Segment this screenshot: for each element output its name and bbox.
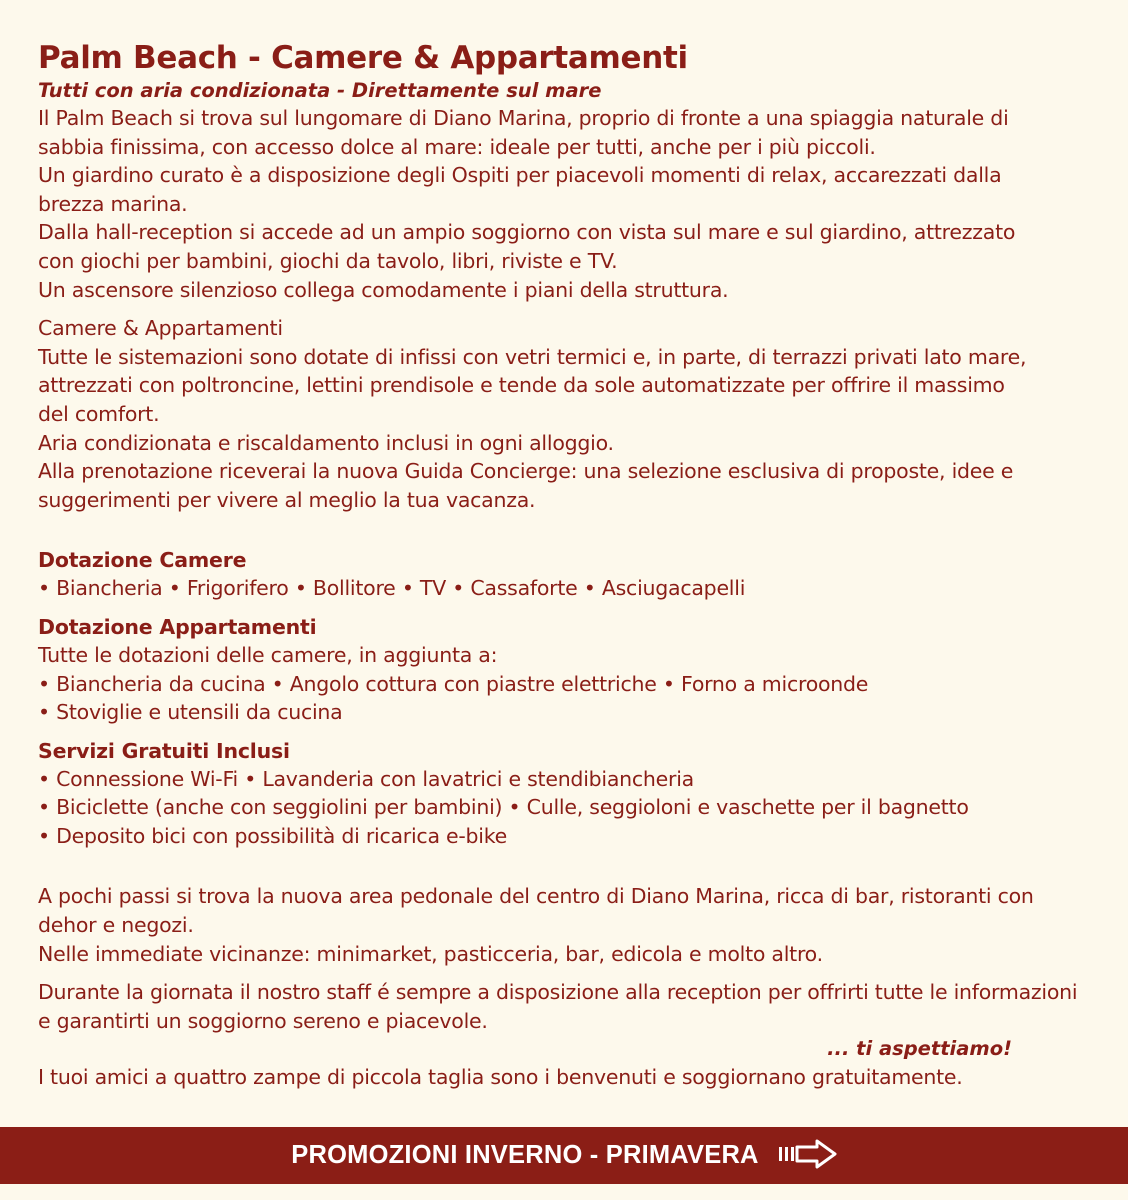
page-title: Palm Beach - Camere & Appartamenti [38, 40, 688, 76]
servizi-list [38, 765, 1098, 851]
rooms-line: attrezzati con poltroncine, lettini prendisole e tende da sole automatizzate per offrire il massimo [38, 373, 1005, 398]
intro-paragraph [38, 104, 1098, 304]
surroundings-line: dehor e negozi. [38, 913, 194, 938]
signoff: ... ti aspettiamo! [827, 1037, 1012, 1061]
appartamenti-heading: Dotazione Appartamenti [38, 614, 317, 639]
rooms-paragraph [38, 314, 1098, 514]
rooms-line: Aria condizionata e riscaldamento inclusi in ogni alloggio. [38, 430, 614, 455]
appartamenti-line: Tutte le dotazioni delle camere, in aggiunta a: [38, 642, 498, 667]
staff-paragraph [38, 978, 1098, 1035]
intro-line: Un ascensore silenzioso collega comodamente i piani della struttura. [38, 277, 729, 302]
intro-line: con giochi per bambini, giochi da tavolo, libri, riviste e TV. [38, 248, 618, 273]
promotions-banner-button[interactable] [0, 1127, 1128, 1184]
intro-line: Un giardino curato è a disposizione degli Ospiti per piacevoli momenti di relax, accarezzati dalla [38, 163, 1002, 188]
staff-line: e garantirti un soggiorno sereno e piacevole. [38, 1008, 488, 1033]
intro-line: Dalla hall-reception si accede ad un ampio soggiorno con vista sul mare e sul giardino, attrezzato [38, 220, 1016, 245]
camere-line: • Biancheria • Frigorifero • Bollitore • TV • Cassaforte • Asciugacapelli [38, 576, 746, 601]
surroundings-line: A pochi passi si trova la nuova area pedonale del centro di Diano Marina, ricca di bar, ristoranti con [38, 884, 1034, 909]
intro-line: Il Palm Beach si trova sul lungomare di Diano Marina, proprio di fronte a una spiaggia naturale di [38, 106, 1009, 130]
arrow-right-icon [777, 1139, 837, 1173]
content [38, 38, 1098, 1092]
surroundings-paragraph [38, 882, 1098, 968]
rooms-line: Tutte le sistemazioni sono dotate di infissi con vetri termici e, in parte, di terrazzi privati lato mare, [38, 344, 1027, 369]
servizi-line: • Deposito bici con possibilità di ricarica e-bike [38, 823, 507, 848]
rooms-line: Camere & Appartamenti [38, 316, 283, 341]
intro-line: sabbia finissima, con accesso dolce al mare: ideale per tutti, anche per i più piccoli. [38, 134, 876, 159]
camere-list [38, 574, 1098, 603]
appartamenti-line: • Stoviglie e utensili da cucina [38, 700, 343, 725]
rooms-line: Alla prenotazione riceverai la nuova Guida Concierge: una selezione esclusiva di proposte, idee e [38, 459, 1014, 484]
intro-line: brezza marina. [38, 191, 188, 216]
servizi-heading: Servizi Gratuiti Inclusi [38, 738, 290, 763]
staff-line: Durante la giornata il nostro staff é sempre a disposizione alla reception per offrirti tutte le informazioni [38, 980, 1078, 1005]
page-subtitle: Tutti con aria condizionata - Direttamente sul mare [38, 79, 602, 102]
rooms-line: suggerimenti per vivere al meglio la tua vacanza. [38, 487, 536, 512]
promotions-banner-label: PROMOZIONI INVERNO - PRIMAVERA [291, 1141, 759, 1169]
appartamenti-list [38, 641, 1098, 727]
servizi-line: • Connessione Wi-Fi • Lavanderia con lavatrici e stendibiancheria [38, 766, 694, 791]
servizi-line: • Biciclette (anche con seggiolini per bambini) • Culle, seggioloni e vaschette per il bagnetto [38, 795, 969, 820]
appartamenti-line: • Biancheria da cucina • Angolo cottura con piastre elettriche • Forno a microonde [38, 671, 869, 696]
rooms-line: del comfort. [38, 401, 160, 426]
surroundings-line: Nelle immediate vicinanze: minimarket, pasticceria, bar, edicola e molto altro. [38, 941, 823, 966]
camere-heading: Dotazione Camere [38, 548, 247, 573]
pets-note: I tuoi amici a quattro zampe di piccola taglia sono i benvenuti e soggiornano gratuitamente. [38, 1065, 963, 1090]
